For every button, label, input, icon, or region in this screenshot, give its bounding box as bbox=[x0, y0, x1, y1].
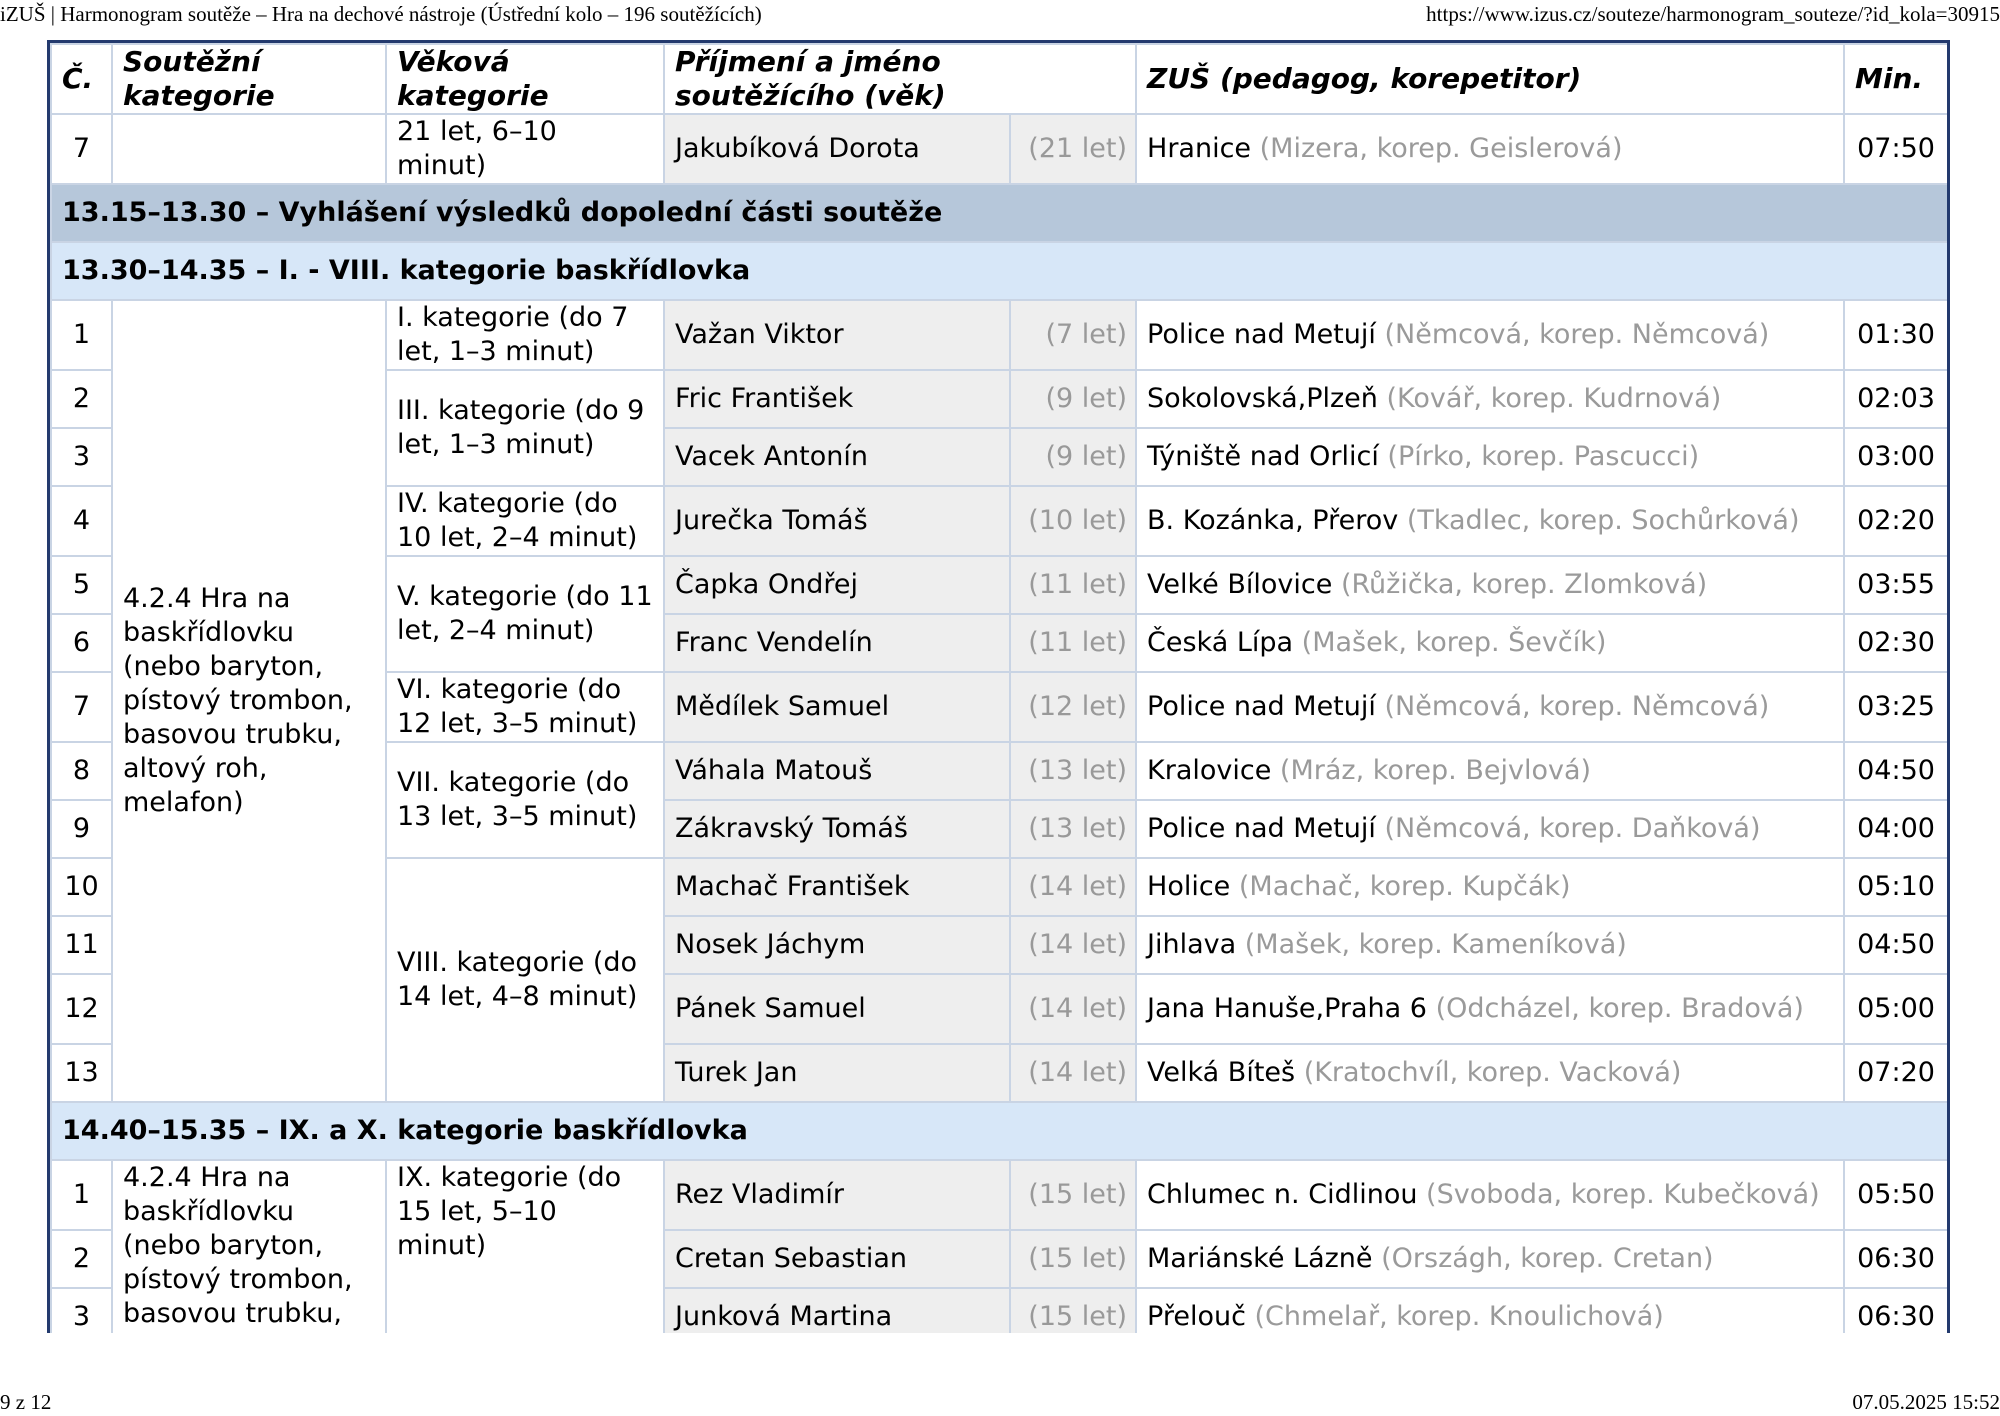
section-heading-b: 14.40–15.35 – IX. a X. kategorie baskřídlovka bbox=[51, 1102, 1948, 1160]
school-cell bbox=[1136, 858, 1844, 916]
page-header-title: iZUŠ | Harmonogram soutěže – Hra na dechové nástroje (Ústřední kolo – 196 soutěžících) bbox=[0, 2, 762, 26]
teachers: (Tkadlec, korep. Sochůrková) bbox=[1406, 505, 1800, 536]
competitor-age: (15 let) bbox=[1010, 1230, 1136, 1288]
row-age-category: VII. kategorie (do 13 let, 3–5 minut) bbox=[386, 742, 664, 858]
school-cell bbox=[1136, 916, 1844, 974]
school-name: Chlumec n. Cidlinou bbox=[1147, 1179, 1418, 1210]
teachers: (Svoboda, korep. Kubečková) bbox=[1426, 1179, 1820, 1210]
col-header-name: Příjmení a jméno soutěžícího (věk) bbox=[664, 44, 1136, 114]
row-num: 2 bbox=[51, 370, 112, 428]
school-cell bbox=[1136, 556, 1844, 614]
competitor-age: (13 let) bbox=[1010, 742, 1136, 800]
table-row bbox=[51, 114, 1948, 184]
row-num: 8 bbox=[51, 742, 112, 800]
table-row bbox=[51, 300, 1948, 370]
competitor-name: Čapka Ondřej bbox=[664, 556, 1010, 614]
school-name: Jihlava bbox=[1147, 929, 1237, 960]
schedule-table-frame bbox=[47, 40, 1950, 1333]
competitor-name: Važan Viktor bbox=[664, 300, 1010, 370]
page-counter: 9 z 12 bbox=[0, 1390, 52, 1414]
row-num: 5 bbox=[51, 556, 112, 614]
row-num: 3 bbox=[51, 1288, 112, 1333]
col-header-min: Min. bbox=[1844, 44, 1948, 114]
school-name: Holice bbox=[1147, 871, 1231, 902]
row-num: 12 bbox=[51, 974, 112, 1044]
row-num: 11 bbox=[51, 916, 112, 974]
row-age-category: IV. kategorie (do 10 let, 2–4 minut) bbox=[386, 486, 664, 556]
section-heading-row bbox=[51, 1102, 1948, 1160]
duration: 07:20 bbox=[1844, 1044, 1948, 1102]
school-name: Police nad Metují bbox=[1147, 691, 1376, 722]
row-category bbox=[112, 114, 386, 184]
competitor-age: (14 let) bbox=[1010, 974, 1136, 1044]
section-heading-a: 13.30–14.35 – I. - VIII. kategorie baskřídlovka bbox=[51, 242, 1948, 300]
school-cell bbox=[1136, 486, 1844, 556]
row-age-category: III. kategorie (do 9 let, 1–3 minut) bbox=[386, 370, 664, 486]
teachers: (Chmelař, korep. Knoulichová) bbox=[1254, 1301, 1664, 1332]
teachers: (Mašek, korep. Kameníková) bbox=[1244, 929, 1627, 960]
duration: 07:50 bbox=[1844, 114, 1948, 184]
school-cell bbox=[1136, 974, 1844, 1044]
school-cell bbox=[1136, 1288, 1844, 1333]
duration: 02:30 bbox=[1844, 614, 1948, 672]
duration: 04:50 bbox=[1844, 916, 1948, 974]
teachers: (Mráz, korep. Bejvlová) bbox=[1279, 755, 1592, 786]
row-category: 4.2.4 Hra na baskřídlovku (nebo baryton, pístový trombon, basovou trubku, altový roh, melafon) bbox=[112, 300, 386, 1102]
row-num: 7 bbox=[51, 114, 112, 184]
col-header-zus: ZUŠ (pedagog, korepetitor) bbox=[1136, 44, 1844, 114]
competitor-name: Junková Martina bbox=[664, 1288, 1010, 1333]
teachers: (Němcová, korep. Němcová) bbox=[1384, 319, 1770, 350]
col-header-age-category: Věková kategorie bbox=[386, 44, 664, 114]
school-cell bbox=[1136, 300, 1844, 370]
duration: 06:30 bbox=[1844, 1288, 1948, 1333]
competitor-age: (11 let) bbox=[1010, 556, 1136, 614]
col-header-category: Soutěžní kategorie bbox=[112, 44, 386, 114]
section-b-body bbox=[51, 1160, 1948, 1333]
competitor-name: Jurečka Tomáš bbox=[664, 486, 1010, 556]
section-heading-row bbox=[51, 184, 1948, 242]
teachers: (Mašek, korep. Ševčík) bbox=[1301, 627, 1607, 658]
col-header-num: Č. bbox=[51, 44, 112, 114]
teachers: (Országh, korep. Cretan) bbox=[1381, 1243, 1714, 1274]
row-age-category: I. kategorie (do 7 let, 1–3 minut) bbox=[386, 300, 664, 370]
school-name: Mariánské Lázně bbox=[1147, 1243, 1373, 1274]
duration: 02:03 bbox=[1844, 370, 1948, 428]
competitor-name: Fric František bbox=[664, 370, 1010, 428]
competitor-age: (10 let) bbox=[1010, 486, 1136, 556]
teachers: (Kratochvíl, korep. Vacková) bbox=[1303, 1057, 1682, 1088]
row-age-category: IX. kategorie (do 15 let, 5–10 minut) bbox=[386, 1160, 664, 1333]
school-name: Česká Lípa bbox=[1147, 627, 1294, 658]
competitor-age: (13 let) bbox=[1010, 800, 1136, 858]
competitor-name: Vacek Antonín bbox=[664, 428, 1010, 486]
row-age-category: V. kategorie (do 11 let, 2–4 minut) bbox=[386, 556, 664, 672]
table-row bbox=[51, 1160, 1948, 1230]
duration: 03:25 bbox=[1844, 672, 1948, 742]
school-name: Police nad Metují bbox=[1147, 813, 1376, 844]
duration: 03:55 bbox=[1844, 556, 1948, 614]
school-cell bbox=[1136, 428, 1844, 486]
teachers: (Kovář, korep. Kudrnová) bbox=[1386, 383, 1722, 414]
school-cell bbox=[1136, 1044, 1844, 1102]
schedule-table bbox=[50, 43, 1949, 1333]
row-num: 3 bbox=[51, 428, 112, 486]
competitor-name: Franc Vendelín bbox=[664, 614, 1010, 672]
school-name: Police nad Metují bbox=[1147, 319, 1376, 350]
teachers: (Němcová, korep. Daňková) bbox=[1384, 813, 1761, 844]
school-cell bbox=[1136, 1230, 1844, 1288]
school-cell bbox=[1136, 800, 1844, 858]
row-num: 13 bbox=[51, 1044, 112, 1102]
competitor-name: Rez Vladimír bbox=[664, 1160, 1010, 1230]
school-name: Sokolovská,Plzeň bbox=[1147, 383, 1378, 414]
competitor-age: (14 let) bbox=[1010, 858, 1136, 916]
competitor-name: Nosek Jáchym bbox=[664, 916, 1010, 974]
competitor-name: Zákravský Tomáš bbox=[664, 800, 1010, 858]
row-age-category: VI. kategorie (do 12 let, 3–5 minut) bbox=[386, 672, 664, 742]
school-cell bbox=[1136, 370, 1844, 428]
competitor-name: Cretan Sebastian bbox=[664, 1230, 1010, 1288]
row-num: 6 bbox=[51, 614, 112, 672]
competitor-name: Mědílek Samuel bbox=[664, 672, 1010, 742]
section-heading-row bbox=[51, 242, 1948, 300]
section-heading-results: 13.15–13.30 – Vyhlášení výsledků dopolední části soutěže bbox=[51, 184, 1948, 242]
school-cell bbox=[1136, 114, 1844, 184]
table-header-row bbox=[51, 44, 1948, 114]
school-name: Jana Hanuše,Praha 6 bbox=[1147, 993, 1427, 1024]
competitor-age: (9 let) bbox=[1010, 370, 1136, 428]
school-name: Přelouč bbox=[1147, 1301, 1246, 1332]
row-num: 10 bbox=[51, 858, 112, 916]
competitor-age: (11 let) bbox=[1010, 614, 1136, 672]
row-num: 2 bbox=[51, 1230, 112, 1288]
row-category: 4.2.4 Hra na baskřídlovku (nebo baryton, pístový trombon, basovou trubku, bbox=[112, 1160, 386, 1333]
school-cell bbox=[1136, 1160, 1844, 1230]
teachers: (Machač, korep. Kupčák) bbox=[1238, 871, 1571, 902]
competitor-name: Machač František bbox=[664, 858, 1010, 916]
competitor-name: Pánek Samuel bbox=[664, 974, 1010, 1044]
section-a-body bbox=[51, 300, 1948, 1102]
competitor-age: (15 let) bbox=[1010, 1160, 1136, 1230]
school-cell bbox=[1136, 614, 1844, 672]
duration: 03:00 bbox=[1844, 428, 1948, 486]
school-name: Velké Bílovice bbox=[1147, 569, 1333, 600]
competitor-age: (15 let) bbox=[1010, 1288, 1136, 1333]
row-age-category: VIII. kategorie (do 14 let, 4–8 minut) bbox=[386, 858, 664, 1102]
duration: 04:50 bbox=[1844, 742, 1948, 800]
competitor-age: (14 let) bbox=[1010, 1044, 1136, 1102]
school-name: Velká Bíteš bbox=[1147, 1057, 1296, 1088]
duration: 02:20 bbox=[1844, 486, 1948, 556]
competitor-age: (21 let) bbox=[1010, 114, 1136, 184]
duration: 05:50 bbox=[1844, 1160, 1948, 1230]
school-name: B. Kozánka, Přerov bbox=[1147, 505, 1399, 536]
row-num: 9 bbox=[51, 800, 112, 858]
school-cell bbox=[1136, 742, 1844, 800]
teachers: (Růžička, korep. Zlomková) bbox=[1340, 569, 1708, 600]
duration: 01:30 bbox=[1844, 300, 1948, 370]
teachers: (Odcházel, korep. Bradová) bbox=[1435, 993, 1804, 1024]
school-name: Kralovice bbox=[1147, 755, 1272, 786]
teachers: (Mizera, korep. Geislerová) bbox=[1259, 133, 1623, 164]
duration: 05:10 bbox=[1844, 858, 1948, 916]
school-name: Hranice bbox=[1147, 133, 1252, 164]
competitor-age: (12 let) bbox=[1010, 672, 1136, 742]
row-age-category: 21 let, 6–10 minut) bbox=[386, 114, 664, 184]
row-num: 4 bbox=[51, 486, 112, 556]
competitor-name: Váhala Matouš bbox=[664, 742, 1010, 800]
row-num: 1 bbox=[51, 300, 112, 370]
teachers: (Němcová, korep. Němcová) bbox=[1384, 691, 1770, 722]
competitor-age: (14 let) bbox=[1010, 916, 1136, 974]
competitor-age: (7 let) bbox=[1010, 300, 1136, 370]
school-name: Týniště nad Orlicí bbox=[1147, 441, 1379, 472]
school-cell bbox=[1136, 672, 1844, 742]
duration: 05:00 bbox=[1844, 974, 1948, 1044]
teachers: (Pírko, korep. Pascucci) bbox=[1387, 441, 1700, 472]
duration: 04:00 bbox=[1844, 800, 1948, 858]
row-num: 1 bbox=[51, 1160, 112, 1230]
print-datetime: 07.05.2025 15:52 bbox=[1852, 1390, 2000, 1414]
competitor-age: (9 let) bbox=[1010, 428, 1136, 486]
page-header-url[interactable]: https://www.izus.cz/souteze/harmonogram_souteze/?id_kola=30915 bbox=[1426, 2, 2000, 26]
duration: 06:30 bbox=[1844, 1230, 1948, 1288]
row-num: 7 bbox=[51, 672, 112, 742]
competitor-name: Jakubíková Dorota bbox=[664, 114, 1010, 184]
competitor-name: Turek Jan bbox=[664, 1044, 1010, 1102]
